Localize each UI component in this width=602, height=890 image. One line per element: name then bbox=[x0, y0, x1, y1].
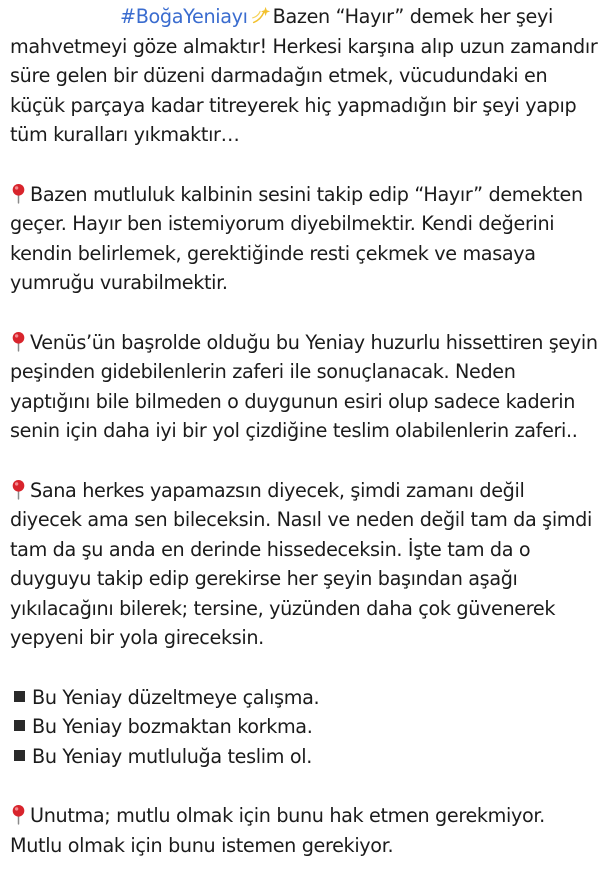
bullet-text: Bu Yeniay bozmaktan korkma. bbox=[32, 715, 313, 738]
intro-first-line bbox=[10, 5, 553, 28]
closing-paragraph bbox=[10, 801, 598, 860]
closing-text: Unutma; mutlu olmak için bunu hak etmen gerekmiyor. Mutlu olmak için bunu istemen gerekiyor. bbox=[10, 804, 545, 857]
black-small-square-icon bbox=[14, 750, 25, 761]
paragraph-mutluluk bbox=[10, 180, 598, 298]
intro-paragraph bbox=[10, 2, 598, 150]
intro-rest-text: mahvetmeyi göze almaktır! Herkesi karşına alıp uzun zamandır süre gelen bir düzeni darmadağın etmek, vücudundaki en küçük parçaya kadar titreyerek hiç yapmadığın bir şeyi yapıp tüm kuralları yıkmaktır… bbox=[10, 34, 598, 146]
intro-line1-text: Bazen “Hayır” demek her şeyi bbox=[272, 5, 553, 28]
bullet-text: Bu Yeniay mutluluğa teslim ol. bbox=[32, 744, 312, 768]
paragraph-text: Bazen mutluluk kalbinin sesini takip edip “Hayır” demekten geçer. Hayır ben istemiyorum diyebilmektir. Kendi değerini kendin belirlemek, gerektiğinde resti çekmek ve masaya yumruğu vurabilmektir. bbox=[10, 182, 583, 294]
paragraph-text: Venüs’ün başrolde olduğu bu Yeniay huzurlu hissettiren şeyin peşinden gidebilenlerin zaferi ile sonuçlanacak. Neden yaptığını bile bilmeden o duygunun esiri olup sadece kaderin senin için daha iyi bir yol çizdiğine teslim olabilenlerin zaferi.. bbox=[10, 330, 598, 442]
black-small-square-icon bbox=[14, 691, 25, 702]
bullet-list bbox=[10, 683, 598, 772]
hashtag-link[interactable]: #BoğaYeniayı bbox=[120, 5, 248, 28]
round-pushpin-icon bbox=[11, 804, 26, 825]
post-caption bbox=[10, 2, 598, 890]
paragraph-venus bbox=[10, 328, 598, 446]
dizzy-sparkle-icon bbox=[250, 5, 272, 27]
list-item bbox=[10, 712, 598, 742]
paragraph-text: Sana herkes yapamazsın diyecek, şimdi zamanı değil diyecek ama sen bileceksin. Nasıl ve neden değil tam da şimdi tam da şu anda en derinde hissedeceksin. İşte tam da o duyguyu takip edip gerekirse her şeyin başından aşağı yıkılacağını bilerek; tersine, yüzünden daha çok güvenerek yepyeni bir yola gireceksin. bbox=[10, 478, 592, 649]
round-pushpin-icon bbox=[11, 183, 26, 204]
round-pushpin-icon bbox=[11, 331, 26, 352]
list-item bbox=[10, 683, 598, 713]
paragraph-yapamazsin bbox=[10, 476, 598, 653]
black-small-square-icon bbox=[14, 720, 25, 731]
list-item bbox=[10, 742, 598, 772]
round-pushpin-icon bbox=[11, 479, 26, 500]
bullet-text: Bu Yeniay düzeltmeye çalışma. bbox=[32, 685, 320, 709]
